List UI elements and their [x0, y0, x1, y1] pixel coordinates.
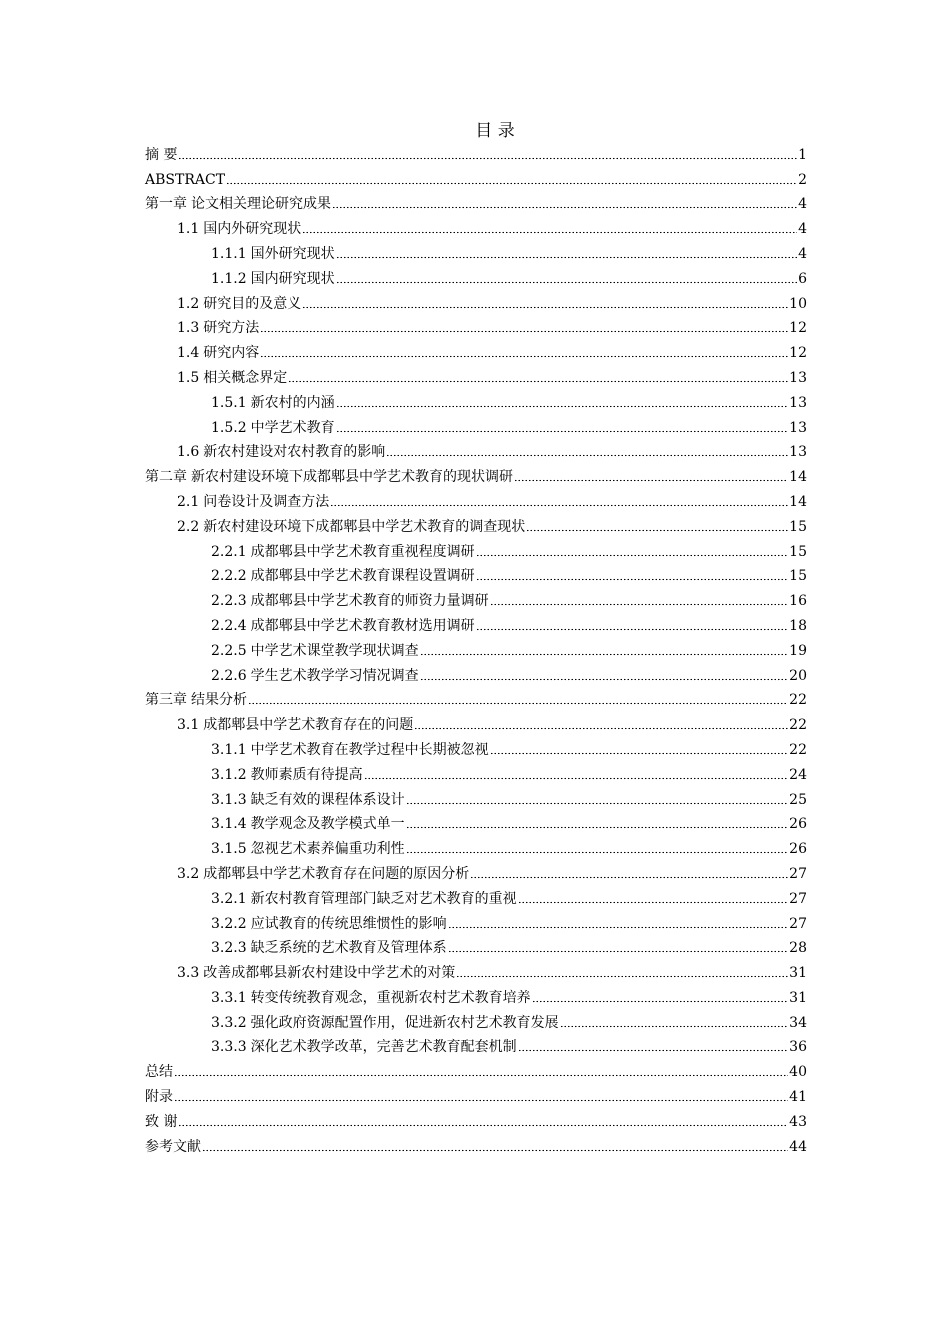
- toc-entry-number: 3.3.1: [211, 989, 247, 1006]
- toc-entry-page-number: 34: [789, 1014, 807, 1031]
- toc-entry-label: 强化政府资源配置作用，促进新农村艺术教育发展: [250, 1014, 559, 1031]
- toc-entry-label: 学生艺术教学学习情况调查: [250, 667, 419, 684]
- toc-entry-label: 研究内容: [203, 345, 260, 362]
- toc-entry-label: 国内外研究现状: [203, 221, 302, 238]
- toc-entry-label: 缺乏有效的课程体系设计: [250, 791, 405, 808]
- toc-entry[interactable]: [145, 687, 807, 712]
- toc-entry-page-number: 15: [789, 518, 807, 535]
- toc-entry-label: 研究方法: [203, 320, 260, 337]
- toc-entry[interactable]: [145, 563, 807, 588]
- toc-entry-page-number: 26: [789, 816, 807, 833]
- dot-leader: [406, 851, 789, 854]
- dot-leader: [420, 678, 789, 681]
- toc-entry[interactable]: [145, 885, 807, 910]
- toc-entry[interactable]: [145, 786, 807, 811]
- toc-entry-label: 中学艺术教育在教学过程中长期被忽视: [250, 741, 489, 758]
- toc-entry-page-number: 36: [789, 1039, 807, 1056]
- toc-entry[interactable]: [145, 538, 807, 563]
- toc-entry[interactable]: [145, 1133, 807, 1158]
- toc-entry[interactable]: [145, 811, 807, 836]
- dot-leader: [560, 1025, 789, 1028]
- dot-leader: [332, 206, 797, 209]
- toc-entry-label: 研究目的及意义: [203, 295, 302, 312]
- toc-entry-number: 3.1.2: [211, 766, 247, 783]
- dot-leader: [260, 355, 788, 358]
- toc-entry-number: 3.3: [177, 965, 200, 982]
- toc-entry[interactable]: [145, 414, 807, 439]
- toc-entry-number: 2.2.4: [211, 617, 247, 634]
- dot-leader: [364, 777, 789, 780]
- toc-entry[interactable]: [145, 984, 807, 1009]
- toc-entry-number: 2.2.3: [211, 593, 247, 610]
- toc-entry[interactable]: [145, 1108, 807, 1133]
- toc-entry-number: 3.1.1: [211, 741, 247, 758]
- toc-entry-label: 成都郫县中学艺术教育存在问题的原因分析: [203, 865, 470, 882]
- toc-entry[interactable]: [145, 612, 807, 637]
- toc-entry-number: 3.3.3: [211, 1039, 247, 1056]
- dot-leader: [476, 628, 789, 631]
- dot-leader: [456, 975, 788, 978]
- toc-entry-number: 3.1.3: [211, 791, 247, 808]
- toc-entry-page-number: 14: [789, 493, 807, 510]
- toc-entry-page-number: 12: [789, 345, 807, 362]
- toc-entry-number: 2.2.5: [211, 642, 247, 659]
- toc-entry-page-number: 4: [798, 221, 807, 238]
- dot-leader: [330, 504, 788, 507]
- toc-entry-page-number: 2: [798, 171, 807, 188]
- toc-entry-label: 转变传统教育观念，重视新农村艺术教育培养: [250, 989, 531, 1006]
- toc-entry-number: 3.2.1: [211, 890, 247, 907]
- toc-entry-number: 2.2.1: [211, 543, 247, 560]
- toc-entry-number: 1.3: [177, 320, 200, 337]
- toc-entry-page-number: 18: [789, 617, 807, 634]
- toc-entry-label: 改善成都郫县新农村建设中学艺术的对策: [203, 965, 456, 982]
- toc-entry-label: 国外研究现状: [250, 245, 335, 262]
- toc-entry-page-number: 10: [789, 295, 807, 312]
- toc-entry[interactable]: [145, 662, 807, 687]
- toc-entry-label: 成都郫县中学艺术教育的师资力量调研: [250, 593, 489, 610]
- toc-entry-label: 忽视艺术素养偏重功利性: [250, 841, 405, 858]
- toc-entry-page-number: 6: [798, 270, 807, 287]
- toc-entry-number: 2.1: [177, 493, 200, 510]
- toc-entry-page-number: 13: [789, 419, 807, 436]
- toc-entry[interactable]: [145, 290, 807, 315]
- toc-entry-page-number: 31: [789, 965, 807, 982]
- dot-leader: [532, 1000, 789, 1003]
- dot-leader: [476, 578, 789, 581]
- toc-entry-number: 1.6: [177, 444, 200, 461]
- toc-entry-label: 参考文献: [145, 1138, 201, 1155]
- toc-entry-page-number: 27: [789, 865, 807, 882]
- dot-leader: [406, 826, 789, 829]
- toc-entry[interactable]: [145, 587, 807, 612]
- dot-leader: [406, 802, 789, 805]
- toc-entry-label: 结果分析: [191, 692, 247, 709]
- toc-entry[interactable]: [145, 364, 807, 389]
- toc-entry[interactable]: [145, 240, 807, 265]
- toc-entry-page-number: 1: [798, 146, 807, 163]
- toc-entry-label: 附录: [145, 1089, 173, 1106]
- toc-entry-label: 成都郫县中学艺术教育存在的问题: [203, 717, 414, 734]
- toc-entry-page-number: 19: [789, 642, 807, 659]
- dot-leader: [476, 554, 789, 557]
- toc-entry-number: 3.1.5: [211, 841, 247, 858]
- toc-entry-number: 1.1.2: [211, 270, 247, 287]
- toc-entry-number: 3.3.2: [211, 1014, 247, 1031]
- toc-entry-page-number: 41: [789, 1089, 807, 1106]
- toc-entry-number: 3.2.2: [211, 915, 247, 932]
- dot-leader: [302, 306, 788, 309]
- toc-entry-page-number: 13: [789, 394, 807, 411]
- toc-entry-page-number: 27: [789, 890, 807, 907]
- toc-entry[interactable]: [145, 935, 807, 960]
- toc-entry-page-number: 40: [789, 1064, 807, 1081]
- toc-entry[interactable]: [145, 439, 807, 464]
- toc-entry-label: 成都郫县中学艺术教育教材选用调研: [250, 617, 475, 634]
- toc-entry-label: 国内研究现状: [250, 270, 335, 287]
- toc-entry[interactable]: [145, 339, 807, 364]
- toc-entry-label: 成都郫县中学艺术教育课程设置调研: [250, 568, 475, 585]
- toc-entry-page-number: 22: [789, 692, 807, 709]
- toc-entry-page-number: 43: [789, 1113, 807, 1130]
- toc-entry[interactable]: [145, 860, 807, 885]
- toc-entry[interactable]: [145, 141, 807, 166]
- toc-entry-number: 2.2: [177, 518, 200, 535]
- toc-entry[interactable]: [145, 463, 807, 488]
- toc-entry-page-number: 13: [789, 444, 807, 461]
- toc-entry-page-number: 4: [798, 196, 807, 213]
- toc-title: 目 录: [475, 121, 515, 141]
- toc-entry-label: ABSTRACT: [145, 171, 226, 188]
- toc-entry-number: 3.2: [177, 865, 200, 882]
- toc-entry[interactable]: [145, 166, 807, 191]
- dot-leader: [420, 653, 789, 656]
- toc-list: [145, 141, 807, 1158]
- dot-leader: [336, 405, 789, 408]
- dot-leader: [414, 727, 788, 730]
- toc-entry-label: 致 谢: [145, 1113, 178, 1130]
- toc-entry-label: 新农村的内涵: [250, 394, 335, 411]
- toc-entry-number: 3.1.4: [211, 816, 247, 833]
- toc-entry[interactable]: [145, 191, 807, 216]
- toc-entry-label: 缺乏系统的艺术教育及管理体系: [250, 940, 447, 957]
- toc-entry-number: 1.1: [177, 221, 200, 238]
- toc-entry[interactable]: [145, 910, 807, 935]
- toc-entry-page-number: 26: [789, 841, 807, 858]
- toc-entry[interactable]: [145, 761, 807, 786]
- toc-entry-number: 3.1: [177, 717, 200, 734]
- toc-entry-label: 新农村建设环境下成都郫县中学艺术教育的调查现状: [203, 518, 526, 535]
- toc-entry-page-number: 15: [789, 543, 807, 560]
- dot-leader: [386, 454, 788, 457]
- dot-leader: [288, 380, 788, 383]
- toc-entry-number: 1.5: [177, 369, 200, 386]
- toc-entry-page-number: 28: [789, 940, 807, 957]
- toc-entry-page-number: 20: [789, 667, 807, 684]
- toc-entry-page-number: 16: [789, 593, 807, 610]
- toc-entry-number: 2.2.2: [211, 568, 247, 585]
- dot-leader: [518, 1049, 789, 1052]
- dot-leader: [174, 1099, 788, 1102]
- toc-entry[interactable]: [145, 488, 807, 513]
- toc-entry[interactable]: [145, 215, 807, 240]
- toc-entry-page-number: 27: [789, 915, 807, 932]
- toc-entry-number: 1.5.2: [211, 419, 247, 436]
- toc-entry-page-number: 44: [789, 1138, 807, 1155]
- toc-entry-number: 1.5.1: [211, 394, 247, 411]
- toc-entry-label: 教师素质有待提高: [250, 766, 363, 783]
- toc-entry[interactable]: [145, 1009, 807, 1034]
- toc-entry-label: 新农村建设对农村教育的影响: [203, 444, 386, 461]
- toc-entry-label: 中学艺术教育: [250, 419, 335, 436]
- dot-leader: [302, 231, 797, 234]
- dot-leader: [448, 926, 789, 929]
- toc-entry-number: 第一章: [145, 196, 187, 213]
- toc-entry-number: 第二章: [145, 469, 187, 486]
- toc-entry[interactable]: [145, 1083, 807, 1108]
- toc-entry-page-number: 25: [789, 791, 807, 808]
- toc-entry-number: 1.2: [177, 295, 200, 312]
- toc-entry-label: 新农村教育管理部门缺乏对艺术教育的重视: [250, 890, 517, 907]
- toc-entry-page-number: 22: [789, 717, 807, 734]
- toc-entry-label: 摘 要: [145, 146, 178, 163]
- toc-entry-page-number: 15: [789, 568, 807, 585]
- toc-entry-label: 总结: [145, 1064, 173, 1081]
- toc-entry-number: 3.2.3: [211, 940, 247, 957]
- dot-leader: [248, 702, 788, 705]
- toc-entry-page-number: 22: [789, 741, 807, 758]
- toc-entry-page-number: 12: [789, 320, 807, 337]
- dot-leader: [448, 950, 789, 953]
- dot-leader: [470, 876, 788, 879]
- toc-entry-label: 问卷设计及调查方法: [203, 493, 330, 510]
- dot-leader: [178, 1124, 788, 1127]
- dot-leader: [518, 901, 789, 904]
- dot-leader: [336, 430, 789, 433]
- toc-entry-page-number: 14: [789, 469, 807, 486]
- toc-entry-page-number: 24: [789, 766, 807, 783]
- toc-entry[interactable]: [145, 513, 807, 538]
- dot-leader: [526, 529, 788, 532]
- toc-entry-number: 1.4: [177, 345, 200, 362]
- dot-leader: [490, 603, 789, 606]
- toc-entry-page-number: 31: [789, 989, 807, 1006]
- toc-entry[interactable]: [145, 265, 807, 290]
- dot-leader: [260, 330, 788, 333]
- toc-entry[interactable]: [145, 389, 807, 414]
- toc-entry-label: 应试教育的传统思维惯性的影响: [250, 915, 447, 932]
- toc-entry-number: 2.2.6: [211, 667, 247, 684]
- toc-entry-label: 新农村建设环境下成都郫县中学艺术教育的现状调研: [191, 469, 513, 486]
- dot-leader: [202, 1149, 788, 1152]
- toc-entry[interactable]: [145, 315, 807, 340]
- toc-entry[interactable]: [145, 637, 807, 662]
- toc-entry[interactable]: [145, 1058, 807, 1083]
- toc-entry[interactable]: [145, 711, 807, 736]
- toc-entry-number: 1.1.1: [211, 245, 247, 262]
- toc-entry-label: 成都郫县中学艺术教育重视程度调研: [250, 543, 475, 560]
- dot-leader: [336, 256, 797, 259]
- dot-leader: [174, 1074, 788, 1077]
- dot-leader: [336, 281, 797, 284]
- dot-leader: [226, 182, 797, 185]
- toc-entry-label: 教学观念及教学模式单一: [250, 816, 405, 833]
- toc-entry-page-number: 13: [789, 369, 807, 386]
- toc-entry-label: 中学艺术课堂教学现状调查: [250, 642, 419, 659]
- dot-leader: [178, 157, 797, 160]
- toc-entry-label: 相关概念界定: [203, 369, 288, 386]
- toc-entry[interactable]: [145, 1034, 807, 1059]
- toc-entry[interactable]: [145, 959, 807, 984]
- toc-entry-page-number: 4: [798, 245, 807, 262]
- dot-leader: [514, 479, 788, 482]
- toc-entry-label: 深化艺术教学改革，完善艺术教育配套机制: [250, 1039, 517, 1056]
- toc-entry-number: 第三章: [145, 692, 187, 709]
- dot-leader: [490, 752, 789, 755]
- toc-entry-label: 论文相关理论研究成果: [191, 196, 331, 213]
- toc-entry[interactable]: [145, 736, 807, 761]
- toc-entry[interactable]: [145, 835, 807, 860]
